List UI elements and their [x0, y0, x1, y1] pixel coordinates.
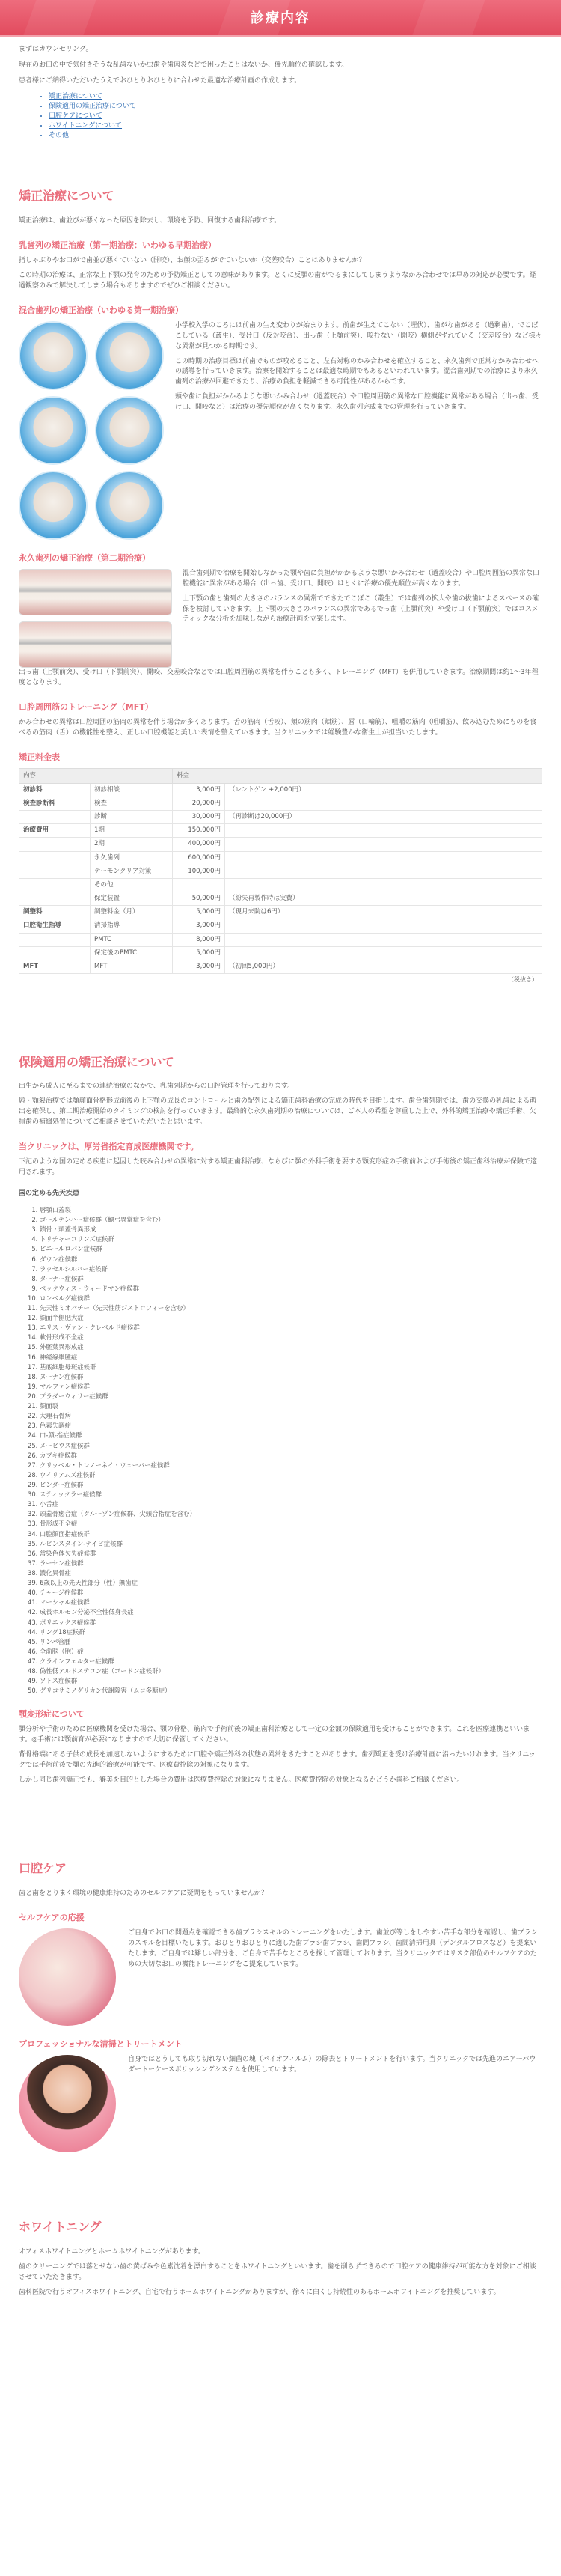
- fee-table: [19, 768, 542, 975]
- disease-item: 14. 軟骨形成不全症: [40, 1333, 542, 1342]
- disease-item: 49. ソトス症候群: [40, 1676, 542, 1686]
- fee-price: 600,000円: [173, 851, 225, 865]
- disease-item: 1. 唇顎口蓋裂: [40, 1205, 542, 1215]
- banner-brush-decoration: [218, 0, 290, 35]
- fee-row: [19, 811, 542, 824]
- intro-section: [19, 45, 542, 141]
- banner-brush-decoration: [23, 0, 96, 35]
- paragraph: 出生から成人に至るまでの連続治療のなかで、乳歯列期からの口腔管理を行っております。: [19, 1083, 295, 1091]
- disease-item: 19. マルファン症候群: [40, 1382, 542, 1392]
- fee-note: [225, 824, 542, 838]
- mixed-dentition-block: [19, 321, 542, 540]
- disease-list-title: 国の定める先天疾患: [19, 1190, 80, 1198]
- disease-item: 5. ピエールロバン症候群: [40, 1244, 542, 1254]
- disease-item: 6. ダウン症候群: [40, 1255, 542, 1264]
- fee-price: 30,000円: [173, 811, 225, 824]
- fee-col-item: 内容: [19, 768, 173, 783]
- disease-item: 15. 外胚葉異形成症: [40, 1342, 542, 1352]
- disease-item: 50. グリコサミノグリカン代謝障害（ムコ多糖症）: [40, 1686, 542, 1696]
- fee-table-body: [19, 783, 542, 973]
- paragraph: 歯のクリーニングでは落とせない歯の黄ばみや色素沈着を漂白することをホワイトニングといいます。歯を削らずできるので口腔ケアの健康維持が可能な方を対象にご相談させていただきます。: [19, 2262, 536, 2281]
- section-heading: 保険適用の矯正治療について: [19, 1054, 174, 1069]
- anchor-link-item: [49, 92, 542, 102]
- fee-item: 保定後のPMTC: [91, 946, 173, 960]
- fee-price: 5,000円: [173, 946, 225, 960]
- fee-note: [225, 865, 542, 878]
- disease-item: 4. トリチャーコリンズ症候群: [40, 1234, 542, 1244]
- fee-note: [225, 919, 542, 933]
- disease-list: [19, 1205, 542, 1696]
- disease-item: 7. ラッセルシルバー症候群: [40, 1264, 542, 1274]
- fee-item: 保定装置: [91, 892, 173, 906]
- intro-text: 現在のお口の中で気付きそうな乱歯ないか虫歯や歯肉炎などで困ったことはないか、優先順位の確認します。: [19, 61, 349, 69]
- banner-brush-decoration: [412, 0, 485, 35]
- fee-row: [19, 865, 542, 878]
- insurance-section: [19, 1040, 542, 1787]
- fee-category: 調整料: [19, 906, 91, 919]
- disease-item: 11. 先天性ミオパチー（先天性筋ジストロフィーを含む）: [40, 1303, 542, 1313]
- fee-item: 診断: [91, 811, 173, 824]
- disease-item: 45. リンパ管腫: [40, 1637, 542, 1647]
- disease-item: 41. マーシャル症候群: [40, 1598, 542, 1607]
- teeth-photo: [19, 471, 88, 540]
- braces-photo: [19, 621, 172, 668]
- fee-price: [173, 878, 225, 892]
- disease-item: 46. 全前脳（胞）症: [40, 1647, 542, 1657]
- fee-category: [19, 865, 91, 878]
- paragraph: 歯と歯をとりまく環境の健康維持のためのセルフケアに疑問をもっていませんか？: [19, 1889, 268, 1897]
- intro-text: まずはカウンセリング。: [19, 46, 93, 53]
- disease-item: 25. メービウス症候群: [40, 1441, 542, 1451]
- disease-item: 13. エリス・ヴァン・クレベルド症候群: [40, 1323, 542, 1333]
- fee-category: [19, 838, 91, 851]
- disease-item: 33. 骨形成不全症: [40, 1519, 542, 1529]
- disease-item: 47. クラインフェルター症候群: [40, 1657, 542, 1666]
- disease-item: 10. ロンベルグ症候群: [40, 1294, 542, 1303]
- disease-item: 30. スティックラー症候群: [40, 1490, 542, 1499]
- fee-category: [19, 946, 91, 960]
- fee-row: [19, 851, 542, 865]
- fee-price: 3,000円: [173, 783, 225, 797]
- paragraph: 指しゃぶりやお口がで歯並び悪くていない（開咬）、お顔の歪みがでていないか（交差咬合）ことはありませんか？: [19, 256, 366, 264]
- fee-item: 検査: [91, 797, 173, 810]
- fee-note: （初回5,000円）: [225, 960, 542, 973]
- subsection-heading: 混合歯列の矯正治療（いわゆる第一期治療）: [19, 305, 183, 315]
- fee-note: [225, 933, 542, 946]
- fee-category: [19, 892, 91, 906]
- fee-note: [225, 878, 542, 892]
- oral-care-section: [19, 1846, 542, 2152]
- main-content: [19, 37, 542, 2298]
- link-insurance-ortho[interactable]: 保険適用の矯正治療について: [49, 102, 136, 110]
- disease-item: 32. 頭蓋骨癒合症（クルーゾン症候群、尖頭合指症を含む）: [40, 1509, 542, 1519]
- fee-note: （現月来院は6円）: [225, 906, 542, 919]
- subsection-heading: セルフケアの応援: [19, 1912, 85, 1922]
- fee-row: [19, 960, 542, 973]
- anchor-link-item: [49, 131, 542, 141]
- disease-item: 35. ルビンスタイン-テイビ症候群: [40, 1539, 542, 1549]
- subsection-heading: 口腔周囲筋のトレーニング（MFT）: [19, 701, 153, 712]
- fee-row: [19, 824, 542, 838]
- disease-item: 20. プラダーウィリー症候群: [40, 1392, 542, 1401]
- fee-item: 清掃指導: [91, 919, 173, 933]
- disease-item: 24. 口-顔-指症候群: [40, 1431, 542, 1440]
- disease-item: 12. 顔面半側肥大症: [40, 1313, 542, 1323]
- subsection-heading: 矯正料金表: [19, 752, 60, 762]
- paragraph: 出っ歯（上顎前突）、受け口（下顎前突）、開咬、交差咬合などでは口腔周囲筋の異常を伴うことも多く、トレーニング（MFT）を併用していきます。治療期間は約1〜3年程度となります。: [19, 668, 539, 686]
- section-heading: ホワイトニング: [19, 2219, 102, 2234]
- fee-category: 検査診断料: [19, 797, 91, 810]
- fee-row: [19, 933, 542, 946]
- fee-note: [225, 797, 542, 810]
- fee-category: 初診料: [19, 783, 91, 797]
- fee-note: [225, 838, 542, 851]
- disease-item: 36. 常染色体欠失症候群: [40, 1549, 542, 1559]
- braces-photo-stack: [19, 569, 172, 668]
- photo-row: [19, 471, 165, 540]
- paragraph: 背骨格端にある子供の成長を加速しないようにするために口腔や矯正外科の状態の異常をきたすことがあります。歯列矯正を受け治療計画に沿ったいけれます。当クリニックでは手術前後で顎の先進的治療が可能です。医療費控除の対象になります。: [19, 1751, 536, 1770]
- fee-category: MFT: [19, 960, 91, 973]
- paragraph: この時期の治療は、正常な上下顎の発育のための予防矯正としての意味があります。とくに反顎の歯がでるまにしてしまうようなかみ合わせでは早めの対応が必要です。経過観察のみで解決してしまう場合もありますのでぜひご相談ください。: [19, 271, 536, 290]
- permanent-dentition-block: [19, 569, 542, 668]
- fee-item: PMTC: [91, 933, 173, 946]
- disease-item: 23. 色素失調症: [40, 1421, 542, 1431]
- permanent-dentition-text: [183, 569, 542, 668]
- disease-item: 17. 基底細胞母斑症候群: [40, 1362, 542, 1372]
- fee-price: 5,000円: [173, 906, 225, 919]
- fee-price: 20,000円: [173, 797, 225, 810]
- teeth-photo: [19, 396, 88, 465]
- self-care-photo: [19, 1928, 116, 2026]
- fee-category: [19, 933, 91, 946]
- anchor-link-item: [49, 121, 542, 131]
- self-care-block: [19, 1928, 542, 2026]
- fee-price: 3,000円: [173, 919, 225, 933]
- fee-item: 調整料金（月）: [91, 906, 173, 919]
- fee-category: 口腔衛生指導: [19, 919, 91, 933]
- paragraph: 唇・顎裂治療では顎顔面骨格形成前後の上下顎の成長のコントロールと歯の配列による矯正歯科治療の完成の時代を目指します。歯合歯列期では、歯の交換の乳歯による萌出を確保し、第二期治療開始のタイミングの検討を行っていきます。最終的な永久歯列期の治療については、ご本人の希望を尊重した上で、外科的矯正治療や矯正手術、欠損歯の補綴処置についてご相談させていただいたと思います。: [19, 1097, 537, 1127]
- disease-item: 8. ターナー症候群: [40, 1274, 542, 1284]
- fee-price: 8,000円: [173, 933, 225, 946]
- disease-item: 37. ラーセン症候群: [40, 1559, 542, 1568]
- fee-category: [19, 851, 91, 865]
- fee-item: その他: [91, 878, 173, 892]
- paragraph: 自身ではとうしても取り切れない細菌の塊（バイオフィルム）の除去とトリートメントを行います。当クリニックでは先進のエアーパウダートーケースポリッシングシステムを使用しています。: [128, 2055, 536, 2074]
- disease-item: 27. クリッペル・トレノーネイ・ウェーバー症候群: [40, 1461, 542, 1470]
- hygienist-photo: [19, 2055, 116, 2152]
- fee-price: 50,000円: [173, 892, 225, 906]
- disease-item: 9. ベックウィス・ウィードマン症候群: [40, 1284, 542, 1294]
- anchor-link-list: [19, 92, 542, 141]
- fee-note: （再診断は20,000円）: [225, 811, 542, 824]
- disease-item: 38. 濃化異骨症: [40, 1568, 542, 1578]
- section-heading: 矯正治療について: [19, 189, 114, 204]
- disease-item: 29. ビンダー症候群: [40, 1480, 542, 1490]
- anchor-link-item: [49, 102, 542, 112]
- disease-item: 3. 鎖骨・頭蓋骨異形成: [40, 1225, 542, 1234]
- fee-col-fee: 料金: [173, 768, 542, 783]
- teeth-photo: [95, 321, 164, 390]
- fee-row: [19, 878, 542, 892]
- fee-price: 3,000円: [173, 960, 225, 973]
- fee-item: MFT: [91, 960, 173, 973]
- fee-item: 1期: [91, 824, 173, 838]
- fee-row: [19, 906, 542, 919]
- disease-item: 44. リング18症候群: [40, 1627, 542, 1637]
- mixed-dentition-text: [175, 321, 542, 540]
- fee-price: 400,000円: [173, 838, 225, 851]
- intro-text: 患者様にご納得いただいたうえでおひとりおひとりに合わせた最適な治療計画の作成します。: [19, 76, 301, 85]
- fee-category: 治療費用: [19, 824, 91, 838]
- braces-photo: [19, 569, 172, 615]
- fee-row: [19, 838, 542, 851]
- paragraph: オフィスホワイトニングとホームホワイトニングがあります。: [19, 2247, 205, 2256]
- dental-photo-grid: [19, 321, 165, 540]
- teeth-photo: [95, 471, 164, 540]
- paragraph: 下記のような国の定める疾患に起因した咬み合わせの異常に対する矯正歯科治療、ならびに顎の外科手術を要する顎変形症の手術前および手術後の矯正歯科治療が保険で適用されます。: [19, 1158, 538, 1177]
- fee-category: [19, 811, 91, 824]
- link-other[interactable]: その他: [49, 132, 70, 139]
- fee-note: [225, 851, 542, 865]
- photo-row: [19, 396, 165, 465]
- disease-item: 48. 偽性低アルドステロン症（ゴードン症候群）: [40, 1666, 542, 1676]
- fee-item: 2期: [91, 838, 173, 851]
- fee-price: 150,000円: [173, 824, 225, 838]
- photo-row: [19, 321, 165, 390]
- paragraph: ご自身でお口の問題点を確認できる歯ブラシスキルのトレーニングをいたします。歯並び等しをしやすい苦手な部分を確認し、歯ブラシのスキルを目標いたします。おひとりおひとりに適した歯ブラシ歯ブラシ、歯間ブラシ、歯間清掃用具（デンタルフロスなど）を提案いたします。ご自身では難しい部分を、ご自身で苦手なところを探して管理しております。当クリニックではリスク部位のセルフケアのための大切なお口の機能トレーニングをご提案しています。: [128, 1928, 538, 1968]
- fee-item: 初診相談: [91, 783, 173, 797]
- teeth-photo: [95, 396, 164, 465]
- teeth-photo: [19, 321, 88, 390]
- disease-item: 39. 6歳以上の先天性部分（性）無歯症: [40, 1578, 542, 1588]
- paragraph: 頭や歯に負担がかかるような悪いかみ合わせ（過蓋咬合）や口腔周囲筋の異常な口腔機能に異常がある場合（出っ歯、受け口、開咬など）は治療の優先順位が高くなります。永久歯列完成までの管理を行っていきます。: [175, 393, 539, 412]
- disease-item: 42. 成長ホルモン分泌不全性低身長症: [40, 1607, 542, 1617]
- page-title: 診療内容: [251, 10, 310, 26]
- disease-item: 2. ゴールデンハー症候群（鰓弓異常症を含む）: [40, 1215, 542, 1225]
- fee-table-header: [19, 768, 542, 783]
- fee-note: [225, 946, 542, 960]
- fee-row: [19, 946, 542, 960]
- subsection-heading: 顎変形症について: [19, 1709, 85, 1720]
- link-ortho[interactable]: 矯正治療について: [49, 92, 102, 100]
- paragraph: かみ合わせの異常は口腔周囲の筋肉の異常を伴う場合が多くあります。舌の筋肉（舌咬）、頬の筋肉（頬筋）、唇（口輪筋）、咀嚼の筋肉（咀嚼筋）、飲み込むためにものを食べるの筋肉（舌）の機能性を整え、正しい口腔機能と美しい表情を整えていきます。当クリニックでは経験豊かな衛生士が担当いたします。: [19, 718, 537, 737]
- paragraph: 顎分析や手術のために医療機関を受けた場合、顎の骨格、筋肉で手術前後の矯正歯科治療として一定の金額の保険適用を受けることができます。これを医療連携といいます。◎手術には顎前育が必要になりますので大切に保管してください。: [19, 1726, 530, 1744]
- disease-item: 28. ウイリアムズ症候群: [40, 1470, 542, 1480]
- paragraph: 歯科医院で行うオフィスホワイトニング、自宅で行うホームホワイトニングがありますが、徐々に白くし持続性のあるホームホワイトニングを推奨しています。: [19, 2288, 500, 2296]
- fee-row: [19, 783, 542, 797]
- subsection-heading: 当クリニックは、厚労省指定育成医療機関です。: [19, 1142, 199, 1152]
- fee-row: [19, 919, 542, 933]
- disease-item: 18. ヌーナン症候群: [40, 1372, 542, 1382]
- fee-price: 100,000円: [173, 865, 225, 878]
- disease-item: 22. 大理石骨病: [40, 1411, 542, 1421]
- subsection-heading: 乳歯列の矯正治療（第一期治療：いわゆる早期治療）: [19, 240, 216, 250]
- disease-item: 16. 神経線維腫症: [40, 1353, 542, 1362]
- disease-item: 43. ポリエックス症候群: [40, 1618, 542, 1627]
- paragraph: 矯正治療は、歯並びが悪くなった原因を除去し、環境を予防、回復する歯科治療です。: [19, 216, 281, 225]
- fee-row: [19, 797, 542, 810]
- disease-item: 31. 小舌症: [40, 1499, 542, 1509]
- fee-note: （レントゲン +2,000円）: [225, 783, 542, 797]
- page-banner: [0, 0, 561, 37]
- pro-care-block: [19, 2055, 542, 2152]
- paragraph: 混合歯列期で治療を開始しなかった顎や歯に負担がかかるような悪いかみ合わせ（過蓋咬合）や口腔周囲筋の異常な口腔機能に異常がある場合（出っ歯、受け口、開咬）はとくに治療の優先順位が高くなります。: [183, 569, 540, 588]
- paragraph: 上下顎の歯と歯列の大きさのバランスの異常でできたでこぼこ（叢生）では歯列の拡大や歯の抜歯によるスペースの確保を検討していきます。上下顎の大きさのバランスの異常であるでっ歯（上顎前突）や受け口（下顎前突）ではコスメティックな分析を加味しながら治療計画を立案します。: [183, 594, 539, 624]
- disease-item: 40. チャージ症候群: [40, 1588, 542, 1598]
- fee-note: （紛失再製作時は実費）: [225, 892, 542, 906]
- fee-item: テーモンクリア対策: [91, 865, 173, 878]
- disease-item: 26. カブキ症候群: [40, 1451, 542, 1461]
- disease-item: 21. 顔面裂: [40, 1401, 542, 1411]
- fee-category: [19, 878, 91, 892]
- anchor-link-item: [49, 112, 542, 121]
- tax-note: （税抜き）: [19, 974, 542, 987]
- subsection-heading: 永久歯列の矯正治療（第二期治療）: [19, 552, 150, 563]
- link-oral-care[interactable]: 口腔ケアについて: [49, 112, 102, 120]
- disease-item: 34. 口腔顔面指症候群: [40, 1529, 542, 1539]
- paragraph: この時期の治療目標は前歯でものが咬めること、左右対称のかみ合わせを確立すること、永久歯列で正常なかみ合わせへの誘導を行っていきます。治療を開始することは最適な時期でもあるといわれています。混合歯列期での治療により永久歯列の治療が回避できたり、治療の負担を軽減できる可能性があるからです。: [175, 357, 539, 386]
- fee-row: [19, 892, 542, 906]
- whitening-section: [19, 2205, 542, 2298]
- paragraph: 小学校入学のころには前歯の生え変わりが始まります。前歯が生えてこない（埋伏）、歯がな歯がある（過剰歯）、でこぼこしている（叢生）、受け口（反対咬合）、出っ歯（上顎前突）、咬むない（開咬）横側がずれている（交差咬合）など様々な異常が見つかる時期です。: [175, 321, 542, 350]
- fee-item: 永久歯列: [91, 851, 173, 865]
- ortho-section: [19, 174, 542, 987]
- paragraph: しかし同じ歯列矯正でも、審美を目的とした場合の費用は医療費控除の対象になりません。医療費控除の対象となるかどうか歯科ご相談ください。: [19, 1776, 464, 1785]
- link-whitening[interactable]: ホワイトニングについて: [49, 121, 123, 130]
- section-heading: 口腔ケア: [19, 1861, 67, 1876]
- subsection-heading: プロフェッショナルな清掃とトリートメント: [19, 2038, 183, 2049]
